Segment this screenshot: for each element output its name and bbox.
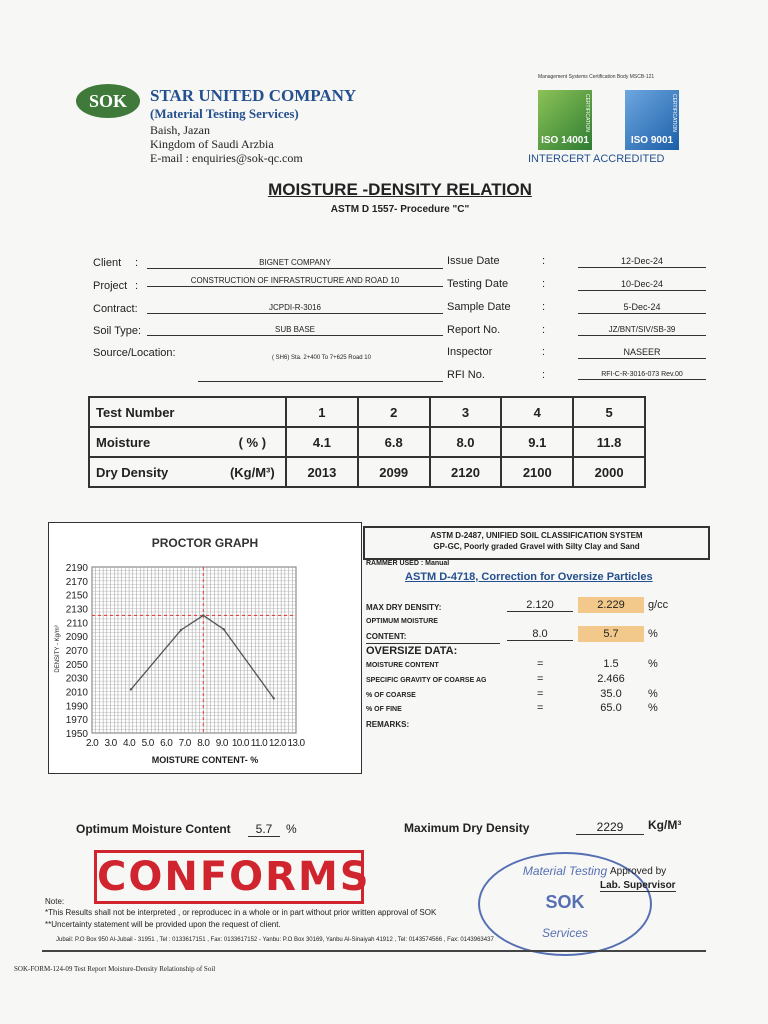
iso14001-badge [538, 90, 592, 150]
data-point [222, 628, 224, 630]
mdd-summary-unit: Kg/M³ [648, 818, 682, 832]
rammer-used: RAMMER USED : Manual [366, 560, 450, 567]
x-tick-label: 9.0 [215, 738, 228, 749]
table-cell: 9.1 [501, 427, 573, 457]
approved-by-label: Approved by [610, 866, 667, 877]
dry-density-unit: (Kg/M³) [220, 457, 286, 487]
soil-type-value: SUB BASE [147, 325, 443, 336]
oversize-label: % OF COARSE [366, 692, 416, 699]
y-tick-label: 1970 [65, 715, 88, 727]
oversize-value: 65.0 [600, 702, 622, 714]
company-address-2: Kingdom of Saudi Arzbia [150, 137, 274, 151]
cert-side-text: CERTIFICATION [584, 94, 590, 132]
y-tick-label: 1990 [65, 701, 88, 713]
contact-info: Jubail: P.O Box 950 Al-Jubail - 31951 , Tel : 0133617151 , Fax: 0133617152 - Yanbu: P.O Box 30169, Yanbu Al-Sinaiyah 41912 , Tel: 0143574566 , Fax: 0143963437 [56, 937, 494, 943]
x-tick-label: 6.0 [160, 738, 173, 749]
source-value: ( SH6) Sta. 2+400 To 7+625 Road 10 [272, 355, 371, 361]
iso9001-label: ISO 9001 [630, 135, 674, 146]
oversize-value: 35.0 [600, 688, 622, 700]
x-tick-label: 11.0 [250, 738, 268, 749]
y-tick-label: 2030 [65, 673, 88, 685]
accredited-label: INTERCERT ACCREDITED [528, 153, 665, 165]
omc-unit: % [648, 628, 658, 640]
oversize-label: SPECIFIC GRAVITY OF COARSE AG [366, 677, 487, 684]
x-tick-label: 4.0 [123, 738, 136, 749]
equals-sign: = [537, 688, 544, 700]
y-tick-label: 2010 [65, 687, 88, 699]
mdd-summary-value: 2229 [576, 820, 644, 835]
y-tick-label: 2090 [65, 632, 88, 644]
omc-underline [366, 643, 500, 644]
y-tick-label: 2170 [65, 576, 88, 588]
y-tick-label: 2130 [65, 604, 88, 616]
moisture-label: Moisture [89, 427, 220, 457]
report-subtitle: ASTM D 1557- Procedure "C" [330, 204, 470, 215]
inspector-label: Inspector [447, 346, 493, 358]
issue-date-value: 12-Dec-24 [578, 256, 706, 268]
equals-sign: = [537, 658, 544, 670]
oversize-value: 2.466 [597, 673, 625, 685]
correction-heading: ASTM D-4718, Correction for Oversize Particles [405, 571, 653, 583]
chart-title: PROCTOR GRAPH [151, 536, 259, 550]
company-name: STAR UNITED COMPANY [150, 86, 357, 105]
source-underline [198, 381, 443, 382]
soil-type-label: Soil Type: [93, 325, 142, 337]
cert-heading: Management Systems Certification Body MSCB-121 [538, 74, 655, 80]
classification-line-1: ASTM D-2487, UNIFIED SOIL CLASSIFICATION SYSTEM [430, 531, 643, 540]
colon: : [542, 324, 546, 336]
cert-side-text: CERTIFICATION [671, 94, 677, 132]
x-tick-label: 2.0 [85, 738, 99, 749]
table-cell: 2000 [573, 457, 645, 487]
company-subtitle: (Material Testing Services) [150, 106, 299, 121]
stamp-center-text: SOK [545, 892, 585, 912]
proctor-chart [49, 523, 361, 773]
contract-value: JCPDI-R-3016 [147, 303, 443, 314]
sample-date-label: Sample Date [447, 301, 511, 313]
mdd-label: MAX DRY DENSITY: [366, 603, 442, 612]
table-cell: 8.0 [430, 427, 502, 457]
mdd-value: 2.120 [507, 599, 573, 612]
data-point [202, 614, 204, 616]
test-results-table [88, 396, 646, 488]
colon: : [135, 280, 139, 292]
x-tick-label: 3.0 [104, 738, 117, 749]
oversize-unit: % [648, 702, 658, 714]
table-cell: 11.8 [573, 427, 645, 457]
omc-label-2: CONTENT: [366, 632, 407, 641]
x-tick-label: 12.0 [268, 738, 286, 749]
testing-date-label: Testing Date [447, 278, 509, 290]
table-cell: 4.1 [286, 427, 358, 457]
project-label: Project [93, 280, 128, 292]
x-tick-label: 10.0 [231, 738, 249, 749]
oversize-label: % OF FINE [366, 706, 402, 713]
y-tick-label: 1950 [65, 729, 88, 740]
company-email: E-mail : enquiries@sok-qc.com [150, 151, 303, 165]
client-value: BIGNET COMPANY [147, 258, 443, 269]
omc-summary-label: Optimum Moisture Content [76, 822, 231, 836]
report-no-value: JZ/BNT/SIV/SB-39 [578, 325, 706, 336]
x-tick-label: 7.0 [178, 738, 191, 749]
stamp-bottom-text: Services [541, 926, 588, 940]
report-title: MOISTURE -DENSITY RELATION [268, 180, 532, 199]
company-address-1: Baish, Jazan [150, 123, 210, 137]
table-cell: 5 [573, 397, 645, 427]
test-number-label: Test Number [89, 397, 286, 427]
omc-label-1: OPTIMUM MOISTURE [366, 618, 438, 625]
data-point [273, 697, 275, 699]
note-line-1: *This Results shall not be interpreted , or reproducec in a whole or in part without prior written approval of SOK [45, 908, 437, 917]
table-cell: 2100 [501, 457, 573, 487]
company-logo: SOK [76, 84, 140, 118]
x-tick-label: 13.0 [287, 738, 305, 749]
mdd-unit: g/cc [648, 599, 669, 611]
table-cell: 3 [430, 397, 502, 427]
rfi-label: RFI No. [447, 369, 485, 381]
mdd-corrected-value: 2.229 [578, 597, 644, 613]
oversize-label: MOISTURE CONTENT [366, 662, 439, 669]
table-cell: 1 [286, 397, 358, 427]
iso14001-label: ISO 14001 [541, 135, 589, 146]
table-cell: 4 [501, 397, 573, 427]
x-axis-label: MOISTURE CONTENT- % [151, 755, 259, 765]
table-cell: 2013 [286, 457, 358, 487]
equals-sign: = [537, 673, 544, 685]
omc-corrected-value: 5.7 [578, 626, 644, 642]
oversize-value: 1.5 [603, 658, 619, 670]
table-row [89, 397, 645, 427]
dry-density-label: Dry Density [89, 457, 220, 487]
sample-date-value: 5-Dec-24 [578, 302, 706, 314]
colon: : [135, 257, 139, 269]
omc-summary-value: 5.7 [248, 822, 280, 837]
form-id: SOK-FORM-124-09 Test Report Moisture-Density Relationship of Soil [14, 965, 216, 973]
x-tick-label: 5.0 [141, 738, 154, 749]
y-tick-label: 2070 [65, 646, 88, 657]
footer-rule [42, 950, 706, 952]
colon: : [542, 369, 546, 381]
omc-value: 8.0 [507, 628, 573, 641]
project-value: CONSTRUCTION OF INFRASTRUCTURE AND ROAD 10 [147, 276, 443, 287]
colon: : [542, 278, 546, 290]
y-tick-label: 2110 [66, 618, 88, 630]
table-cell: 2 [358, 397, 430, 427]
classification-line-2: GP-GC, Poorly graded Gravel with Silty Clay and Sand [433, 542, 640, 551]
classification-box [363, 526, 710, 560]
report-no-label: Report No. [447, 324, 501, 336]
proctor-graph [48, 522, 362, 774]
client-label: Client [93, 257, 122, 269]
remarks-label: REMARKS: [366, 720, 410, 729]
testing-date-value: 10-Dec-24 [578, 279, 706, 291]
colon: : [542, 346, 546, 358]
colon: : [542, 301, 546, 313]
mdd-summary-label: Maximum Dry Density [404, 821, 530, 835]
y-tick-label: 2050 [65, 659, 88, 671]
y-axis-label: DENSITY - Kg/m³ [55, 625, 61, 673]
table-cell: 6.8 [358, 427, 430, 457]
conforms-stamp: CONFORMS [94, 850, 364, 904]
lab-supervisor-label: Lab. Supervisor [600, 880, 676, 891]
contract-label: Contract: [93, 303, 138, 315]
table-row [89, 457, 645, 487]
table-row [89, 427, 645, 457]
omc-summary-unit: % [286, 822, 297, 836]
iso9001-badge [625, 90, 679, 150]
note-heading: Note: [45, 897, 65, 906]
issue-date-label: Issue Date [447, 255, 500, 267]
oversize-unit: % [648, 658, 658, 670]
source-label: Source/Location: [93, 347, 176, 359]
y-tick-label: 2150 [65, 590, 88, 602]
data-point [180, 629, 182, 631]
x-tick-label: 8.0 [197, 738, 210, 749]
moisture-unit: ( % ) [220, 427, 286, 457]
table-cell: 2099 [358, 457, 430, 487]
inspector-value: NASEER [578, 347, 706, 359]
oversize-unit: % [648, 688, 658, 700]
oversize-heading: OVERSIZE DATA: [366, 645, 458, 657]
y-tick-label: 2190 [65, 563, 88, 574]
note-line-2: **Uncertainty statement will be provided upon the request of client. [45, 920, 281, 929]
colon: : [542, 255, 546, 267]
table-cell: 2120 [430, 457, 502, 487]
equals-sign: = [537, 702, 544, 714]
rfi-value: RFI-C-R-3016-073 Rev.00 [578, 371, 706, 380]
data-point [130, 688, 132, 690]
stamp-top-text: Material Testing [522, 864, 608, 878]
